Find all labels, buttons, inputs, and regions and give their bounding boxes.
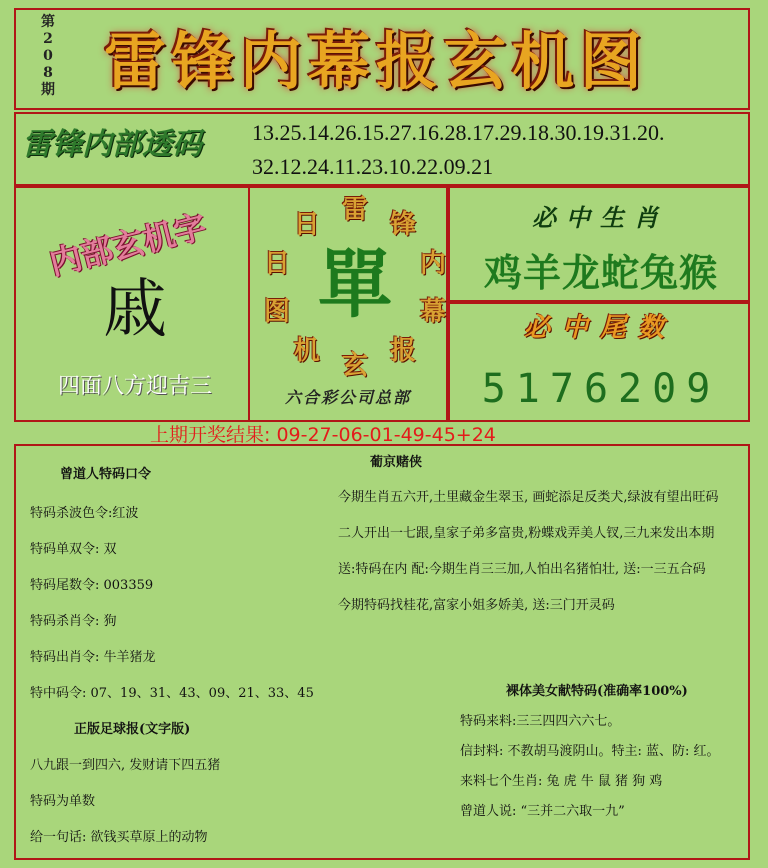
tail-heading: 必中尾数 bbox=[523, 313, 676, 343]
page-title: 雷锋内幕报玄机图 bbox=[103, 25, 648, 98]
company-label: 六合彩公司总部 bbox=[284, 388, 411, 407]
ring-character: 幕 bbox=[419, 297, 446, 328]
numbers-line-2: 32.12.24.11.23.10.22.09.21 bbox=[252, 154, 494, 179]
right-heading-2: 裸体美女献特码(准确率100%) bbox=[506, 684, 688, 699]
left-heading: 曾道人特码口令 bbox=[60, 467, 152, 482]
right-line-5: 特码来料:三三四四六六七。 bbox=[460, 714, 621, 729]
big-character: 戚 bbox=[103, 273, 167, 347]
numbers-block bbox=[252, 116, 722, 184]
left-line-3: 特码尾数令: 003359 bbox=[30, 578, 154, 593]
ring-character: 玄 bbox=[341, 351, 368, 381]
subtitle: 雷锋内部透码 bbox=[22, 127, 202, 162]
right-heading: 葡京赌侠 bbox=[370, 455, 423, 470]
zodiac-heading: 必中生肖 bbox=[532, 203, 668, 232]
ring-character: 机 bbox=[293, 336, 320, 367]
right-line-6: 信封料: 不教胡马渡阴山。特主: 蓝、防: 红。 bbox=[460, 744, 720, 759]
left-line-8: 特码为单数 bbox=[30, 794, 96, 809]
right-line-3: 送:特码在内 配:今期生肖三三加,人怕出名猪怕壮, 送:一三五合码 bbox=[338, 562, 706, 577]
last-result: 上期开奖结果: 09-27-06-01-49-45+24 bbox=[150, 424, 496, 446]
left-line-5: 特码出肖令: 牛羊猪龙 bbox=[30, 650, 156, 665]
right-line-2: 二人开出一七跟,皇家子弟多富贵,粉蝶戏弄美人钗,三九来发出本期 bbox=[338, 526, 715, 541]
left-line-6: 特中码令: 07、19、31、43、09、21、33、45 bbox=[30, 686, 314, 701]
ring-character: 锋 bbox=[390, 209, 417, 240]
ring-character: 图 bbox=[263, 297, 290, 328]
ring-character: 内 bbox=[419, 248, 446, 279]
right-line-4: 今期特码找桂花,富家小姐多娇美, 送:三门开灵码 bbox=[338, 598, 615, 613]
left-heading-2: 正版足球报(文字版) bbox=[74, 722, 191, 737]
left-line-7: 八九跟一到四六, 发财请下四五猪 bbox=[30, 758, 221, 773]
right-line-8: 曾道人说: “三并二六取一九” bbox=[460, 804, 625, 819]
right-line-7: 来料七个生肖: 兔 虎 牛 鼠 猪 狗 鸡 bbox=[460, 774, 663, 789]
ring-character: 雷 bbox=[341, 195, 368, 225]
ring-character: 报 bbox=[390, 336, 417, 367]
ring-character: 日 bbox=[293, 209, 320, 240]
right-line-1: 今期生肖五六开,土里藏金生翠玉, 画蛇添足反类犬,绿波有望出旺码 bbox=[338, 490, 719, 505]
issue-label: 第 2 0 8 期 bbox=[41, 14, 55, 98]
tail-numbers: 5176209 bbox=[481, 366, 721, 412]
left-line-4: 特码杀肖令: 狗 bbox=[30, 614, 117, 629]
left-line-9: 给一句话: 欲钱买草原上的动物 bbox=[30, 830, 208, 845]
numbers-line-1: 13.25.14.26.15.27.16.28.17.29.18.30.19.31.20. bbox=[252, 120, 665, 145]
center-character: 單 bbox=[318, 242, 392, 328]
inner-title: 内部玄机字 bbox=[45, 207, 211, 283]
left-phrase: 四面八方迎吉三 bbox=[57, 374, 212, 399]
zodiac-list: 鸡羊龙蛇兔猴 bbox=[483, 250, 718, 295]
ring-character: 日 bbox=[263, 248, 290, 279]
left-line-1: 特码杀波色令:红波 bbox=[30, 506, 139, 521]
left-line-2: 特码单双令: 双 bbox=[30, 542, 117, 557]
